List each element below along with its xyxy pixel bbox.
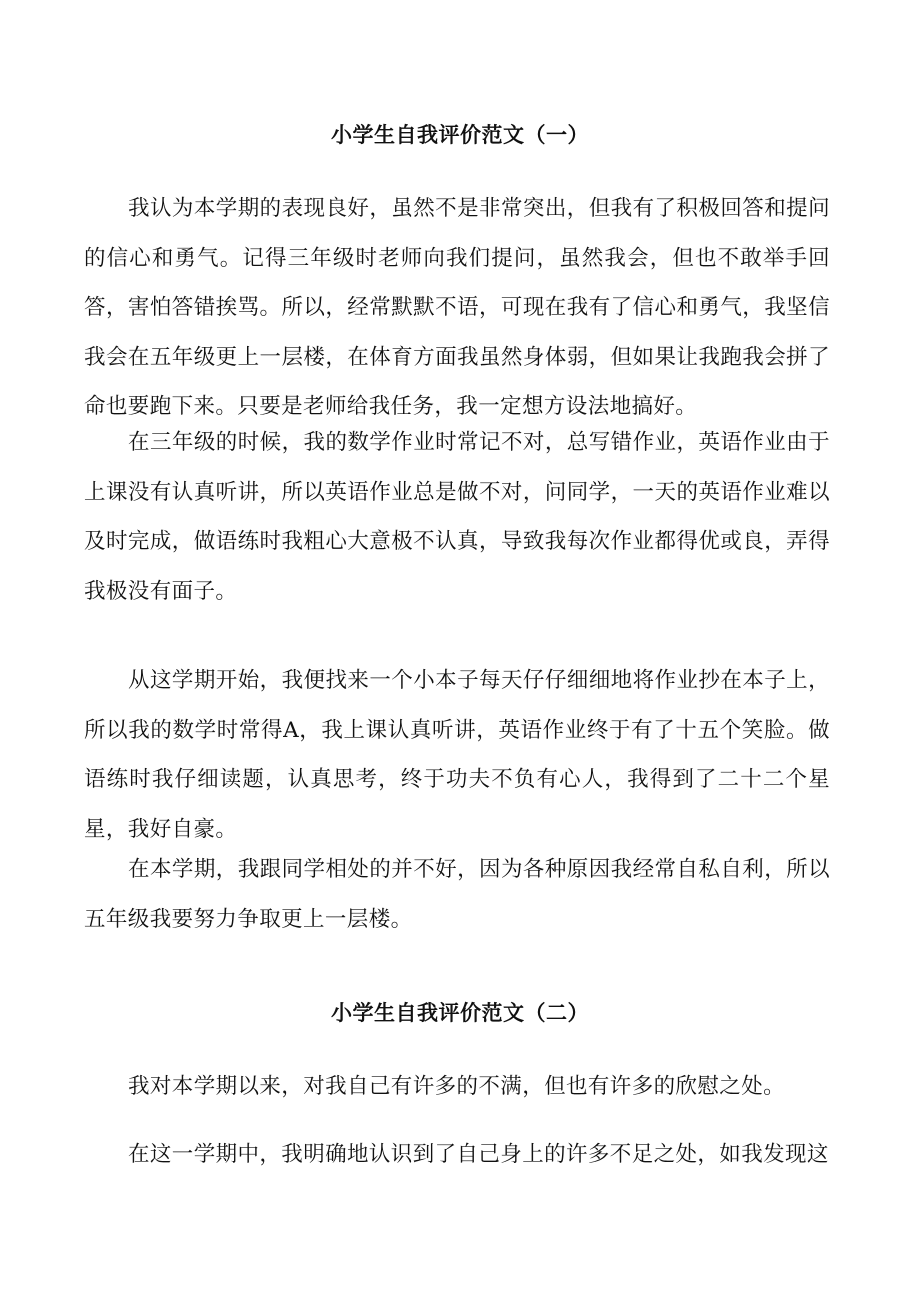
paragraph: 在三年级的时候，我的数学作业时常记不对，总写错作业，英语作业由于上课没有认真听讲，所以英语作业总是做不对，问同学，一天的英语作业难以及时完成，做语练时我粗心大意极不认真，导致我每次作业都得优或良，弄得我极没有面子。 — [84, 430, 830, 604]
paragraph: 从这学期开始，我便找来一个小本子每天仔仔细细地将作业抄在本子上，所以我的数学时常得A，我上课认真听讲，英语作业终于有了十五个笑脸。做语练时我仔细读题，认真思考，终于功夫不负有心人，我得到了二十二个星星，我好自豪。 — [84, 668, 830, 842]
paragraph: 在本学期，我跟同学相处的并不好，因为各种原因我经常自私自利，所以五年级我要努力争取更上一层楼。 — [84, 857, 830, 932]
paragraph: 在这一学期中，我明确地认识到了自己身上的许多不足之处，如我发现这 — [128, 1142, 829, 1167]
paragraph: 我对本学期以来，对我自己有许多的不满，但也有许多的欣慰之处。 — [128, 1074, 786, 1099]
paragraph: 我认为本学期的表现良好，虽然不是非常突出，但我有了积极回答和提问的信心和勇气。记得三年级时老师向我们提问，虽然我会，但也不敢举手回答，害怕答错挨骂。所以，经常默默不语，可现在我有了信心和勇气，我坚信我会在五年级更上一层楼，在体育方面我虽然身体弱，但如果让我跑我会拼了命也要跑下来。只要是老师给我任务，我一定想方设法地搞好。 — [84, 196, 830, 419]
section-title-1: 小学生自我评价范文（一） — [331, 122, 589, 147]
section-title-2: 小学生自我评价范文（二） — [331, 1000, 589, 1025]
